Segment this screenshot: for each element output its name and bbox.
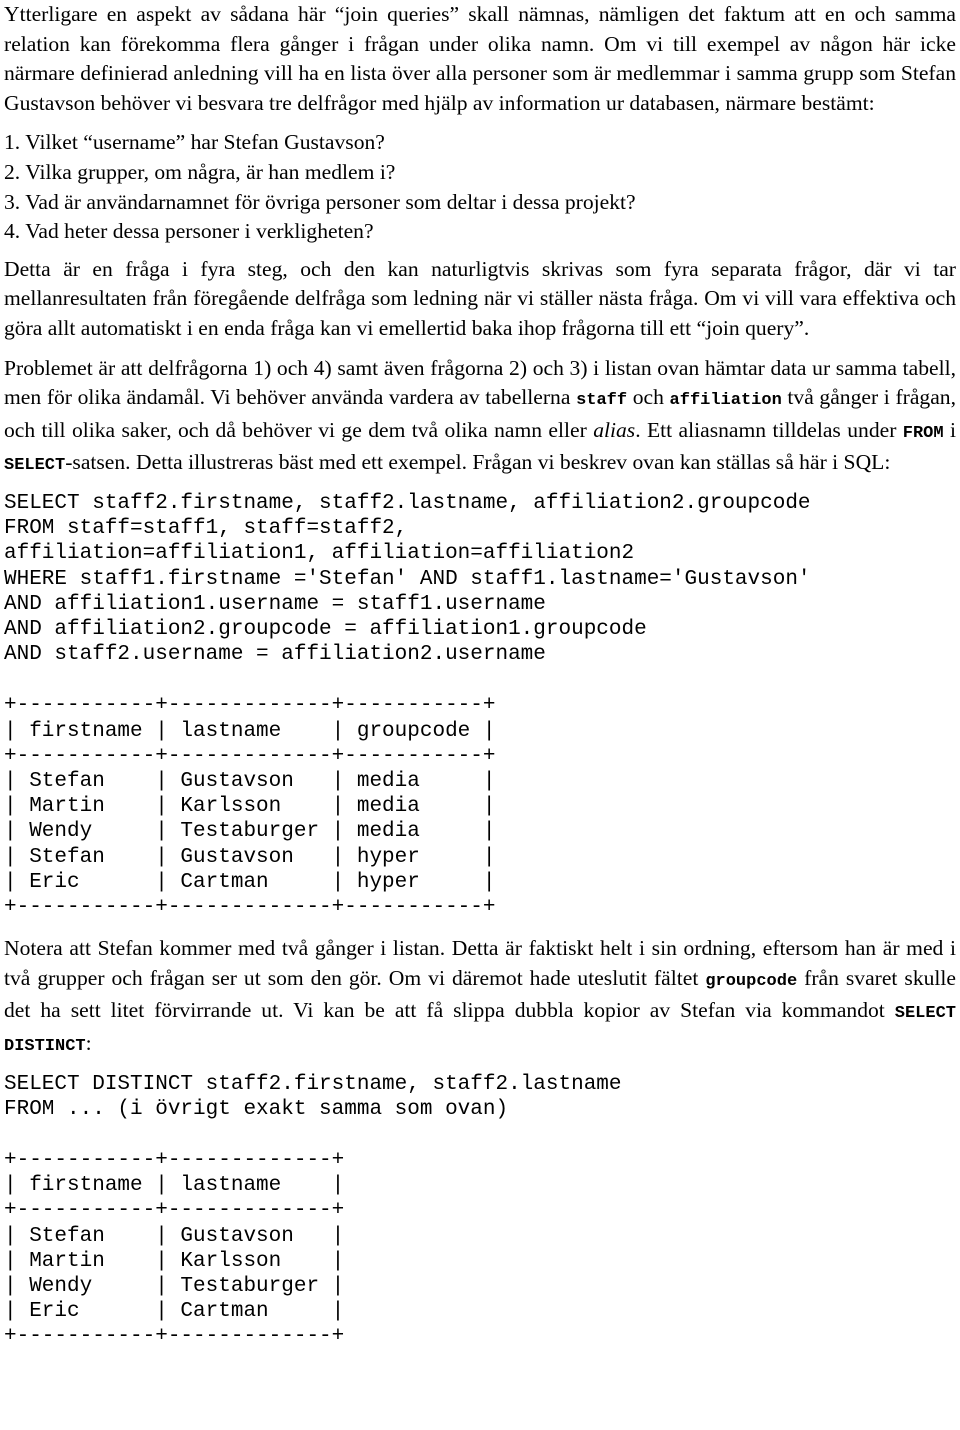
question-item: 3. Vad är användarnamnet för övriga personer som deltar i dessa projekt? [4, 189, 636, 214]
intro-paragraph: Ytterligare en aspekt av sådana här “join queries” skall nämnas, nämligen det faktum att en och samma relation kan förekomma flera gånger i frågan under olika namn. Om vi till exempel av någon här icke närmare definierad anledning vill ha en lista över alla personer som är medlemmar i samma grupp som Stefan Gustavson behöver vi besvara tre delfrågor med hjälp av information ur databasen, närmare bestämt: [4, 2, 956, 115]
inline-code-groupcode: groupcode [705, 971, 798, 991]
inline-code-select: SELECT [4, 456, 66, 476]
text-run: Problemet är att delfrågorna 1) och 4) samt även frågorna 2) och 3) i listan ovan hämtar data ur samma tabell, men för olika ändamål. Vi behöver använda vardera av tabellerna [4, 355, 956, 410]
text-run: i [943, 417, 956, 442]
table-line: +-----------+-------------+ [4, 1148, 345, 1172]
code-line: AND affiliation1.username = staff1.username [4, 592, 546, 616]
table-line: | Stefan | Gustavson | media | [4, 769, 496, 793]
table-line: | Wendy | Testaburger | [4, 1274, 345, 1298]
inline-code-staff: staff [576, 391, 628, 411]
text-run: och [627, 385, 670, 410]
sql-distinct-code-block [4, 1072, 956, 1122]
table-line: | Martin | Karlsson | media | [4, 795, 496, 819]
distinct-paragraph [4, 934, 956, 1061]
inline-code-from: FROM [902, 423, 944, 443]
code-line: FROM ... (i övrigt exakt samma som ovan) [4, 1097, 509, 1121]
code-line: SELECT staff2.firstname, staff2.lastname, affiliation2.groupcode [4, 491, 811, 515]
text-run: Notera att Stefan kommer med två gånger i listan. Detta är faktiskt helt i sin ordning, eftersom han är med i två grupper och frågan ser ut som den gör. Om vi däremot hade uteslutit fältet [4, 936, 956, 990]
question-item: 1. Vilket “username” har Stefan Gustavson? [4, 130, 385, 155]
question-list [4, 128, 956, 246]
result-table [4, 693, 956, 920]
distinct-result-table [4, 1148, 956, 1350]
question-item: 2. Vilka grupper, om några, är han medlem i? [4, 159, 396, 184]
table-line: +-----------+-------------+-----------+ [4, 694, 496, 718]
code-line: FROM staff=staff1, staff=staff2, [4, 517, 408, 541]
table-line: | Eric | Cartman | [4, 1300, 345, 1324]
table-line: | Eric | Cartman | hyper | [4, 870, 496, 894]
code-line: SELECT DISTINCT staff2.firstname, staff2.lastname [4, 1072, 622, 1096]
inline-code-select-distinct: SELECT DISTINCT [4, 1004, 956, 1056]
text-run: två gånger i frågan, och till olika saker, och då behöver vi ge dem två olika namn eller [4, 385, 956, 442]
text-run: . Ett aliasnamn tilldelas under [635, 417, 903, 442]
table-line: +-----------+-------------+-----------+ [4, 895, 496, 919]
inline-code-affiliation: affiliation [669, 391, 782, 411]
code-line: AND affiliation2.groupcode = affiliation1.groupcode [4, 617, 647, 641]
table-line: | Stefan | Gustavson | hyper | [4, 845, 496, 869]
table-line: | firstname | lastname | groupcode | [4, 719, 496, 743]
table-line: +-----------+-------------+-----------+ [4, 744, 496, 768]
sql-code-block [4, 491, 956, 667]
code-line: affiliation=affiliation1, affiliation=affiliation2 [4, 542, 635, 566]
text-run: : [85, 1030, 92, 1055]
table-line: +-----------+-------------+ [4, 1325, 345, 1349]
question-item: 4. Vad heter dessa personer i verkligheten? [4, 219, 374, 244]
text-run: -satsen. Detta illustreras bäst med ett exempel. Frågan vi beskrev ovan kan ställas så här i SQL: [65, 450, 891, 475]
table-line: +-----------+-------------+ [4, 1199, 345, 1223]
text-run: från svaret skulle det ha sett litet förvirrande ut. Vi kan be att få slippa dubbla kopior av Stefan via kommandot [4, 965, 956, 1023]
emphasis-alias: alias [593, 417, 636, 442]
table-line: | Martin | Karlsson | [4, 1249, 345, 1273]
explanation-paragraph: Detta är en fråga i fyra steg, och den kan naturligtvis skrivas som fyra separata frågor, där vi tar mellanresultaten från föregående delfråga som ledning när vi ställer nästa fråga. Om vi vill vara effektiva och göra allt automatiskt i en enda fråga kan vi emellertid baka ihop frågorna till ett “join query”. [4, 256, 956, 340]
code-line: WHERE staff1.firstname ='Stefan' AND staff1.lastname='Gustavson' [4, 567, 811, 591]
table-line: | Wendy | Testaburger | media | [4, 820, 496, 844]
code-line: AND staff2.username = affiliation2.username [4, 643, 546, 667]
alias-paragraph [4, 354, 956, 481]
table-line: | Stefan | Gustavson | [4, 1224, 345, 1248]
table-line: | firstname | lastname | [4, 1174, 345, 1198]
